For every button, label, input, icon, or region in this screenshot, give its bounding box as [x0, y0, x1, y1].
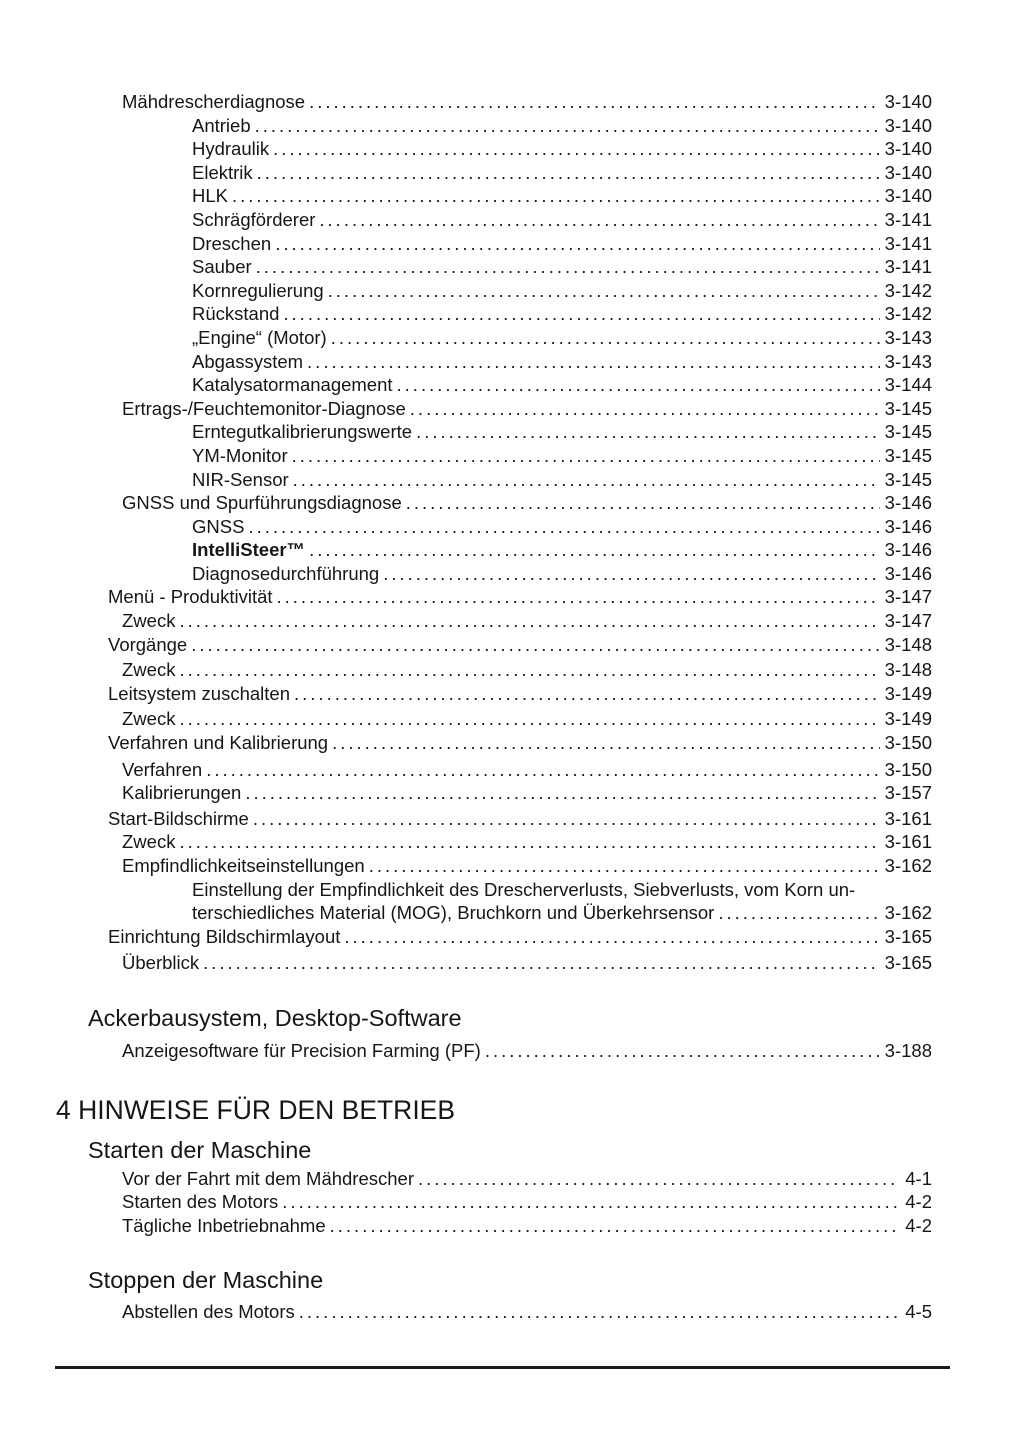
toc-entry [192, 562, 932, 586]
toc-page-number: 3-141 [884, 256, 932, 278]
dot-leader [203, 951, 880, 975]
toc-page-number: 3-161 [884, 807, 932, 829]
dot-leader [307, 350, 880, 374]
toc-page-number: 3-162 [884, 855, 932, 876]
dot-leader [275, 232, 879, 256]
toc-entry-label: Vor der Fahrt mit dem Mähdrescher [122, 1167, 414, 1189]
dot-leader [282, 1190, 900, 1214]
toc-entry [122, 707, 932, 731]
toc-page-number: 3-157 [884, 782, 932, 804]
toc-entry [192, 515, 932, 539]
dot-leader [179, 830, 879, 854]
dot-leader [718, 901, 879, 925]
toc-page-number: 4-2 [905, 1214, 932, 1236]
toc-entry-label: Elektrik [192, 161, 253, 183]
toc-entry-label: Zweck [122, 659, 176, 681]
dot-leader [410, 397, 880, 421]
toc-entry [192, 255, 932, 279]
toc-entry-label: Menü - Produktivität [108, 586, 273, 608]
toc-entry [192, 302, 932, 326]
toc-page-number: 3-146 [884, 539, 932, 561]
toc-page-number: 3-140 [884, 185, 932, 207]
toc-page-number: 3-142 [884, 279, 932, 301]
dot-leader [232, 184, 880, 208]
toc-page-number: 3-147 [884, 586, 932, 608]
dot-leader [191, 633, 879, 657]
dot-leader [383, 562, 879, 586]
toc-page-number: 3-150 [884, 732, 932, 754]
toc-entry [122, 1039, 932, 1063]
dot-leader [257, 161, 880, 185]
toc-entry [192, 468, 932, 492]
toc-entry-label: Einrichtung Bildschirmlayout [108, 925, 341, 947]
toc-entry-label: Schrägförderer [192, 208, 316, 230]
toc-entry [108, 925, 932, 949]
toc-page-number: 3-146 [884, 492, 932, 514]
toc-entry [108, 633, 932, 657]
toc-page-number: 3-143 [884, 326, 932, 348]
toc-entry-label: Vorgänge [108, 633, 188, 655]
toc-entry-label: Start-Bildschirme [108, 807, 249, 829]
dot-leader [418, 1167, 900, 1191]
toc-entry-label: Einstellung der Empfindlichkeit des Drescherverlusts, Siebverlusts, vom Korn un- [192, 878, 856, 900]
toc-entry [122, 1214, 932, 1238]
dot-leader [319, 208, 879, 232]
toc-entry [192, 161, 932, 185]
dot-leader [406, 491, 880, 515]
toc-entry [122, 609, 932, 633]
toc-entry-label: Verfahren und Kalibrierung [108, 732, 329, 754]
dot-leader [293, 468, 880, 492]
toc-page-number: 3-149 [884, 682, 932, 704]
toc-entry-label: Hydraulik [192, 138, 270, 160]
toc-page-number: 3-140 [884, 161, 932, 183]
toc-page-number: 3-146 [884, 562, 932, 584]
toc-page-number: 3-161 [884, 831, 932, 853]
section-heading: Starten der Maschine [88, 1136, 312, 1163]
toc-entry [108, 807, 932, 831]
toc-entry [122, 90, 932, 114]
dot-leader [397, 373, 880, 397]
dot-leader [206, 758, 879, 782]
toc-page-number: 3-140 [884, 138, 932, 160]
toc-entry-label: Überblick [122, 952, 200, 974]
toc-page-number: 3-150 [884, 758, 932, 780]
toc-entry-label: „Engine“ (Motor) [192, 326, 327, 348]
toc-page-number: 3-149 [884, 708, 932, 730]
toc-entry-label: Abgassystem [192, 350, 304, 372]
toc-page-number: 4-5 [905, 1301, 932, 1323]
toc-page-number: 3-145 [884, 421, 932, 443]
dot-leader [245, 781, 879, 805]
toc-entry [122, 781, 932, 805]
toc-entry [108, 682, 932, 706]
toc-entry [122, 658, 932, 682]
toc-entry-label: Katalysatormanagement [192, 374, 393, 396]
toc-entry-label: Zweck [122, 708, 176, 730]
toc-entry-label: GNSS und Spurführungsdiagnose [122, 492, 402, 514]
toc-entry [122, 758, 932, 782]
dot-leader [179, 707, 879, 731]
toc-page-number: 4-1 [905, 1167, 932, 1189]
chapter-heading: 4 HINWEISE FÜR DEN BETRIEB [56, 1094, 456, 1125]
toc-entry-label: Antrieb [192, 114, 251, 136]
toc-entry [122, 854, 932, 878]
toc-entry-label: Ertrags-/Feuchtemonitor-Diagnose [122, 397, 406, 419]
toc-entry-label: Starten des Motors [122, 1191, 279, 1213]
toc-page-number: 3-165 [884, 925, 932, 947]
toc-page-number: 3-141 [884, 232, 932, 254]
toc-entry [192, 444, 932, 468]
toc-page-number: 3-144 [884, 374, 932, 396]
toc-entry-label: Rückstand [192, 303, 280, 325]
dot-leader [255, 114, 880, 138]
toc-entry-label: GNSS [192, 515, 245, 537]
dot-leader [328, 279, 880, 303]
toc-entry-label: Empfindlichkeitseinstellungen [122, 855, 365, 876]
dot-leader [330, 1214, 901, 1238]
dot-leader [283, 302, 879, 326]
toc-entry-label: terschiedliches Material (MOG), Bruchkorn und Überkehrsensor [192, 902, 715, 924]
toc-entry-label: Leitsystem zuschalten [108, 682, 291, 704]
toc-page-number: 3-142 [884, 303, 932, 325]
toc-entry [122, 830, 932, 854]
dot-leader [253, 807, 880, 831]
toc-page-number: 3-145 [884, 444, 932, 466]
toc-entry [192, 208, 932, 232]
toc-entry-label: Diagnosedurchführung [192, 562, 380, 584]
toc-entry-label: HLK [192, 185, 228, 207]
toc-entry [192, 350, 932, 374]
toc-entry-wrapped-line1 [192, 878, 932, 902]
toc-entry-label: Dreschen [192, 232, 272, 254]
toc-page-number: 3-141 [884, 208, 932, 230]
dot-leader [331, 326, 880, 350]
dot-leader [256, 255, 880, 279]
toc-entry-label: Erntegutkalibrierungswerte [192, 421, 413, 443]
dot-leader [485, 1039, 880, 1063]
toc-page-number: 3-146 [884, 515, 932, 537]
toc-entry [192, 538, 932, 562]
toc-entry [122, 397, 932, 421]
section-heading: Stoppen der Maschine [88, 1267, 324, 1294]
dot-leader [332, 731, 880, 755]
toc-entry [108, 585, 932, 609]
toc-page-number: 3-143 [884, 350, 932, 372]
section-heading: Ackerbausystem, Desktop-Software [88, 1004, 462, 1031]
toc-page-number: 3-145 [884, 468, 932, 490]
toc-entry [122, 951, 932, 975]
toc-entry-label: Zweck [122, 831, 176, 853]
toc-page-number: 3-140 [884, 91, 932, 112]
toc-entry-label: Anzeigesoftware für Precision Farming (PF) [122, 1039, 481, 1061]
toc-page-number: 3-147 [884, 610, 932, 632]
toc-entry [192, 373, 932, 397]
toc-page-number: 3-140 [884, 114, 932, 136]
dot-leader [248, 515, 879, 539]
toc-entry-label: Tägliche Inbetriebnahme [122, 1214, 326, 1236]
toc-entry [192, 232, 932, 256]
toc-entry [192, 114, 932, 138]
toc-entry-label: Kornregulierung [192, 279, 324, 301]
toc-page-number: 3-148 [884, 659, 932, 681]
toc-entry-label: YM-Monitor [192, 444, 288, 466]
toc-entry-label: Zweck [122, 610, 176, 632]
dot-leader [294, 682, 880, 706]
dot-leader [179, 658, 879, 682]
toc-entry-label: Mähdrescherdiagnose [122, 91, 306, 112]
toc-entry-label: Sauber [192, 256, 252, 278]
toc-entry-label: NIR-Sensor [192, 468, 289, 490]
dot-leader [277, 585, 880, 609]
toc-page-number: 3-165 [884, 952, 932, 974]
toc-entry [192, 279, 932, 303]
toc-entry [192, 184, 932, 208]
dot-leader [299, 1300, 900, 1324]
toc-entry-label: Abstellen des Motors [122, 1301, 295, 1323]
toc-page-number: 3-148 [884, 633, 932, 655]
toc-page-number: 3-188 [884, 1039, 932, 1061]
divider-rule [55, 1366, 950, 1369]
toc-entry-label: IntelliSteer™ [192, 539, 306, 561]
toc-entry [122, 1167, 932, 1191]
toc-page-number: 3-162 [884, 902, 932, 924]
dot-leader [416, 420, 880, 444]
toc-entry-label: Kalibrierungen [122, 782, 242, 804]
toc-entry-label: Verfahren [122, 758, 203, 780]
toc-entry [192, 326, 932, 350]
toc-entry [192, 420, 932, 444]
toc-entry [108, 731, 932, 755]
toc-entry [122, 1190, 932, 1214]
toc-entry [192, 137, 932, 161]
dot-leader [369, 854, 880, 878]
dot-leader [273, 137, 880, 161]
toc-entry-wrapped-line2 [192, 901, 932, 925]
toc-entry [122, 1300, 932, 1324]
dot-leader [309, 90, 880, 114]
toc-entry [122, 491, 932, 515]
dot-leader [344, 925, 879, 949]
dot-leader [309, 538, 880, 562]
dot-leader [292, 444, 880, 468]
toc-page-number: 3-145 [884, 397, 932, 419]
toc-page-number: 4-2 [905, 1191, 932, 1213]
dot-leader [179, 609, 879, 633]
